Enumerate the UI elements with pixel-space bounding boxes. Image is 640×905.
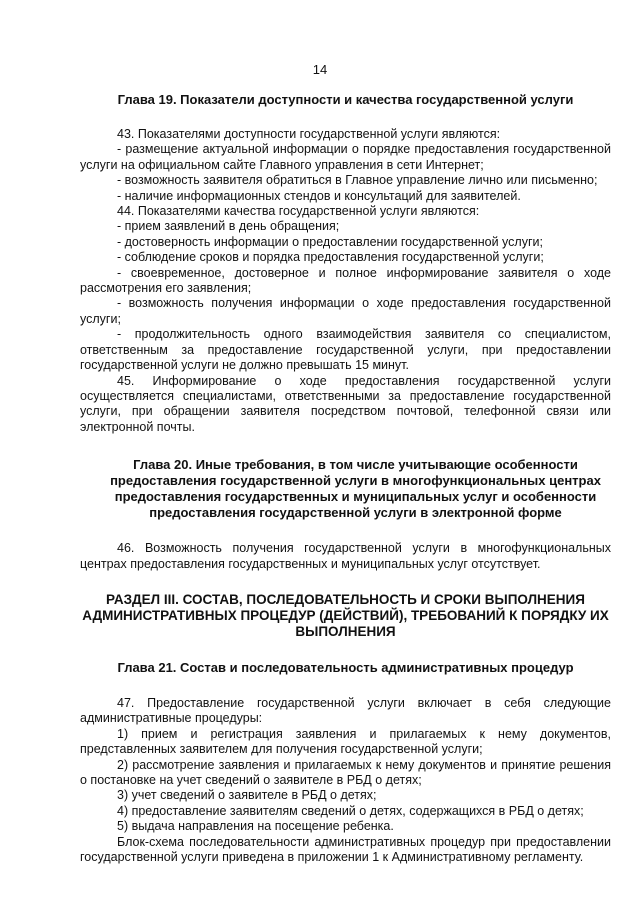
list-item: 3) учет сведений о заявителе в РБД о детях; [117, 788, 377, 803]
list-item: - соблюдение сроков и порядка предоставления государственной услуги; [117, 250, 544, 265]
list-item: 4) предоставление заявителям сведений о детях, содержащихся в РБД о детях; [117, 803, 584, 818]
list-item: - наличие информационных стендов и консультаций для заявителей. [117, 188, 521, 203]
list-item: 5) выдача направления на посещение ребенка. [117, 819, 394, 834]
section-3-title: РАЗДЕЛ III. СОСТАВ, ПОСЛЕДОВАТЕЛЬНОСТЬ И СРОКИ ВЫПОЛНЕНИЯ АДМИНИСТРАТИВНЫХ ПРОЦЕДУР (ДЕЙСТВИЙ), ТРЕБОВАНИЙ К ПОРЯДКУ ИХ ВЫПОЛНЕНИЯ [82, 591, 609, 639]
list-item: - прием заявлений в день обращения; [117, 219, 340, 234]
paragraph-43: 43. Показателями доступности государственной услуги являются: [117, 127, 501, 141]
list-item: - возможность заявителя обратиться в Главное управление лично или письменно; [117, 173, 598, 188]
chapter-20-title: Глава 20. Иные требования, в том числе учитывающие особенности предоставления государственной услуги в многофункциональных центрах предоставления государственных и муниципальных услуг и особенности предоставления государственной услуги в электронной форме [110, 457, 601, 521]
list-item: - размещение актуальной информации о порядке предоставления государственной услуги на официальном сайте Главного управления в сети Интернет; [80, 142, 611, 172]
chapter-21-title: Глава 21. Состав и последовательность административных процедур [117, 659, 574, 675]
list-item: - своевременное, достоверное и полное информирование заявителя о ходе рассмотрения его заявления; [80, 265, 611, 296]
chapter-19-title: Глава 19. Показатели доступности и качества государственной услуги [117, 92, 574, 107]
page-number: 14 [312, 62, 328, 77]
list-item: 2) рассмотрение заявления и прилагаемых к нему документов и принятие решения о постановке на учет сведений о заявителе в РБД о детях; [80, 757, 611, 787]
paragraph-46: 46. Возможность получения государственной услуги в многофункциональных центрах предоставления государственных и муниципальных услуг отсутствует. [80, 541, 611, 571]
list-item: - продолжительность одного взаимодействия заявителя со специалистом, ответственным за предоставление государственной услуги, при предоставлении государственной услуги не должно превышать 15 минут. [80, 327, 611, 373]
document-body [80, 92, 611, 865]
list-item: - достоверность информации о предоставлении государственной услуги; [117, 234, 543, 249]
list-item: 1) прием и регистрация заявления и прилагаемых к нему документов, представленных заявителем для получения государственной услуги; [80, 726, 611, 757]
list-item: - возможность получения информации о ходе предоставления государственной услуги; [80, 296, 611, 326]
paragraph-44: 44. Показателями качества государственной услуги являются: [117, 204, 480, 219]
block-scheme-note: Блок-схема последовательности административных процедур при предоставлении государственной услуги приведена в приложении 1 к Административному регламенту. [80, 834, 611, 864]
paragraph-47: 47. Предоставление государственной услуги включает в себя следующие административные процедуры: [80, 695, 611, 726]
paragraph-45: 45. Информирование о ходе предоставления государственной услуги осуществляется специалистами, ответственными за предоставление государственной услуги, при обращении заявителя посредством почтовой, телефонной связи или электронной почты. [80, 373, 611, 434]
